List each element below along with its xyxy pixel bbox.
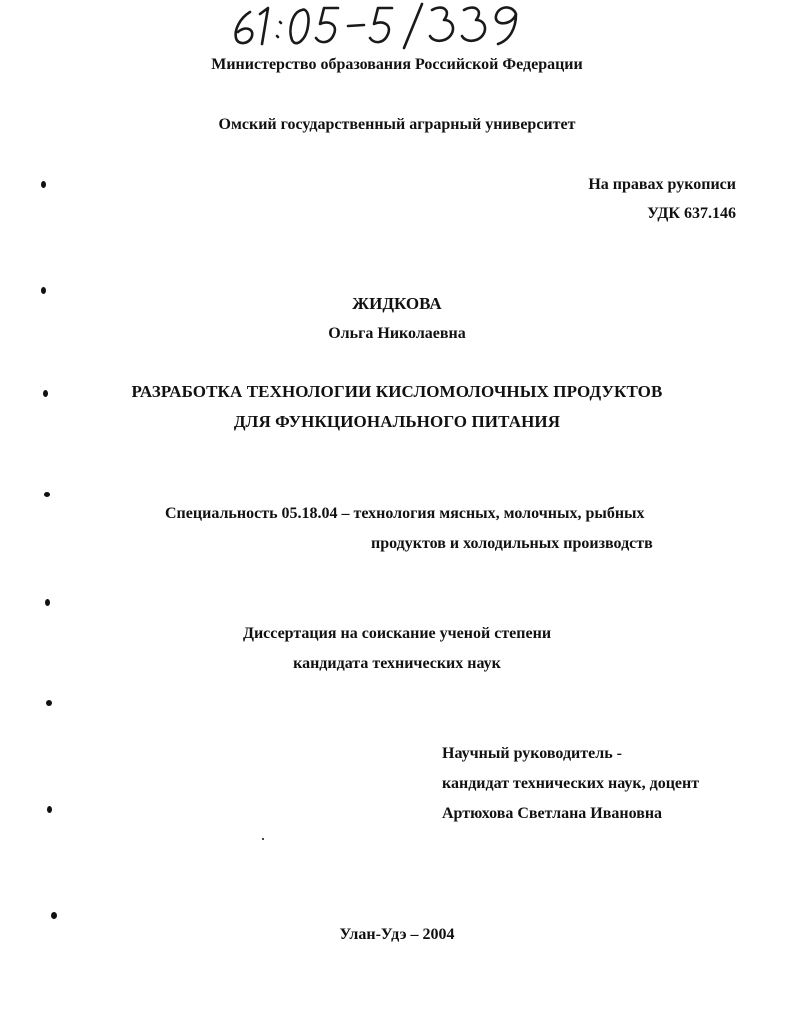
binding-mark (45, 599, 50, 606)
binding-mark (46, 700, 52, 706)
thesis-title-line2: ДЛЯ ФУНКЦИОНАЛЬНОГО ПИТАНИЯ (233, 412, 561, 431)
university-name: Омский государственный аграрный университет (218, 116, 576, 133)
binding-mark (51, 912, 57, 919)
degree-line2: кандидата технических наук (293, 655, 501, 672)
supervisor-name: Артюхова Светлана Ивановна (442, 805, 663, 822)
specialty-line1: Специальность 05.18.04 – технология мясных, молочных, рыбных (165, 505, 645, 522)
author-surname: ЖИДКОВА (352, 294, 442, 313)
handwritten-archive-mark (226, 0, 526, 52)
author-given-names: Ольга Николаевна (328, 325, 466, 342)
supervisor-credentials: кандидат технических наук, доцент (442, 775, 700, 792)
supervisor-role: Научный руководитель - (442, 745, 622, 762)
city-year: Улан-Удэ – 2004 (339, 926, 455, 943)
ministry-name: Министерство образования Российской Федерации (211, 56, 583, 73)
binding-mark (41, 181, 46, 188)
binding-mark (43, 390, 48, 397)
manuscript-rights: На правах рукописи (588, 176, 736, 193)
degree-line1: Диссертация на соискание ученой степени (242, 625, 552, 642)
specialty-line2: продуктов и холодильных производств (371, 535, 653, 552)
binding-mark (47, 806, 52, 813)
thesis-title-line1: РАЗРАБОТКА ТЕХНОЛОГИИ КИСЛОМОЛОЧНЫХ ПРОДУКТОВ (131, 382, 663, 401)
udc-code: УДК 637.146 (647, 205, 736, 222)
stray-mark (262, 838, 264, 840)
binding-mark (44, 492, 50, 497)
binding-mark (41, 287, 46, 294)
